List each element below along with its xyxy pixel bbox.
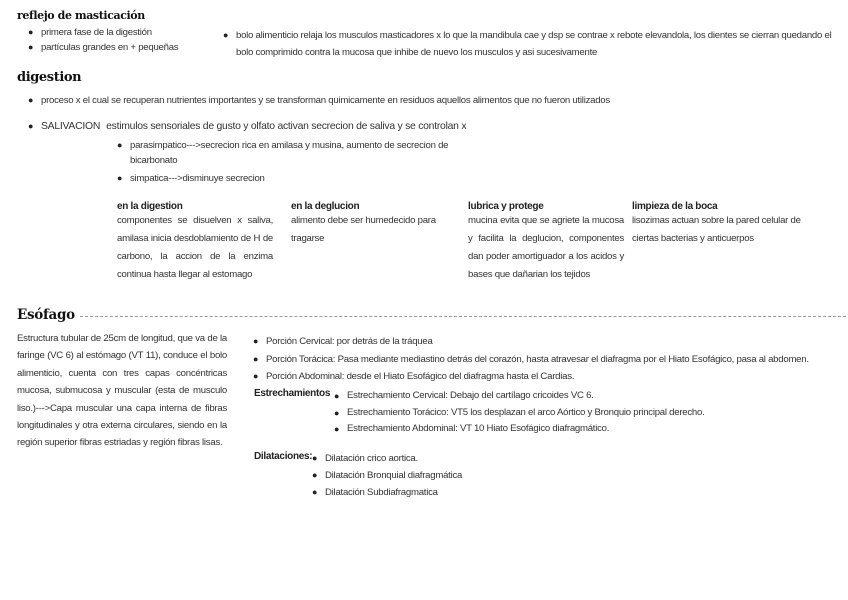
porciones-list [253, 333, 838, 386]
bullet-icon: ● [28, 121, 34, 131]
bullet-icon: ● [253, 371, 259, 381]
salivacion-sub-list [117, 138, 462, 186]
column-limpieza-de-la-boca [632, 201, 824, 248]
bullet-icon: ● [28, 42, 34, 52]
column-text: componentes se disuelven x saliva, amilasa inicia desdoblamiento de H de carbono, la accion de la enzima continua hasta llegar al estomago [117, 215, 273, 280]
list-item: ● Estrechamiento Cervical: Debajo del cartílago cricoides VC 6. [334, 388, 814, 405]
digestion-bullet: ● proceso x el cual se recuperan nutrientes importantes y se transforman quimicamente en residuos aquellos alimentos que no fueron utilizados [28, 95, 610, 106]
bullet-icon: ● [334, 391, 340, 401]
digestion-title: digestion [17, 70, 82, 85]
dilataciones-list [312, 450, 612, 501]
bullet-icon: ● [253, 353, 259, 364]
bullet-icon: ● [334, 424, 340, 434]
list-item: ● Porción Cervical: por detrás de la tráquea [253, 333, 838, 351]
bullet-icon: ● [117, 140, 123, 150]
column-text: mucina evita que se agriete la mucosa y facilita la deglucion, componentes dan poder amortiguador a los acidos y bases que dañarian los tejidos [468, 215, 624, 280]
list-item: ● simpatica--->disminuye secrecion [117, 173, 265, 184]
bullet-icon: ● [334, 407, 340, 418]
list-item: ● Dilatación Subdiafragmatica [312, 484, 612, 501]
salivacion-line [28, 119, 488, 134]
list-item: ● partículas grandes en + pequeñas [28, 42, 179, 53]
bullet-icon: ● [223, 30, 229, 40]
esofago-divider [80, 316, 846, 317]
bullet-icon: ● [28, 95, 34, 105]
list-item: ● Dilatación crico aortica. [312, 450, 612, 467]
column-lubrica-y-protege [468, 201, 624, 284]
list-item: ● Porción Abdominal: desde el Hiato Esofágico del diafragma hasta el Cardias. [253, 368, 838, 386]
esofago-left-text: Estructura tubular de 25cm de longitud, que va de la faringe (VC 6) al estómago (VT 11), conduce el bolo alimenticio, cuenta con tres capas concéntricas mucosa, submucosa y muscular (esta de musculo liso.)--->Capa muscular una capa interna de fibras longitudinales y otra externa circulares, siendo en la región superior fibras estriadas y región fibras lisas. [17, 333, 227, 449]
column-text: lisozimas actuan sobre la pared celular de ciertas bacterias y anticuerpos [632, 215, 801, 244]
column-en-la-digestion [117, 201, 273, 284]
list-item: ● Estrechamiento Abdominal: VT 10 Hiato Esofágico diafragmático. [334, 421, 814, 438]
bullet-icon: ● [312, 487, 318, 497]
column-title: lubrica y protege [468, 201, 544, 212]
list-item: ● Estrechamiento Torácico: VT5 los desplazan el arco Aórtico y Bronquio principal derecho. [334, 405, 814, 422]
bullet-icon: ● [28, 27, 34, 37]
column-title: limpieza de la boca [632, 201, 718, 212]
column-en-la-deglucion [291, 201, 453, 248]
list-item: ● Porción Torácica: Pasa mediante mediastino detrás del corazón, hasta atravesar el diafragma por el Hiato Esofágico, pasa al abdomen. [253, 351, 838, 369]
column-title: en la deglucion [291, 201, 360, 212]
reflejo-bullets [28, 25, 208, 55]
reflejo-title: reflejo de masticación [17, 9, 145, 22]
list-item: ● Dilatación Bronquial diafragmática [312, 467, 612, 484]
salivacion-text: estimulos sensoriales de gusto y olfato activan secrecion de saliva y se controlan x [106, 121, 467, 132]
salivacion-label: SALIVACION [41, 121, 101, 132]
column-title: en la digestion [117, 201, 183, 212]
bullet-icon: ● [312, 453, 318, 463]
esofago-title: Esófago [17, 307, 75, 323]
estrechamientos-label: Estrechamientos [254, 388, 331, 399]
list-item: ● parasimpatico--->secrecion rica en amilasa y musina, aumento de secrecion de bicarbonato [117, 140, 449, 166]
estrechamientos-list [334, 388, 814, 438]
bullet-icon: ● [253, 336, 259, 346]
dilataciones-label: Dilataciones: [254, 451, 313, 462]
bullet-icon: ● [117, 173, 123, 183]
column-text: alimento debe ser humedecido para tragarse [291, 215, 436, 244]
reflejo-right-bullet: ● bolo alimenticio relaja los musculos masticadores x lo que la mandibula cae y dsp se contrae x rebote elevandola, los dientes se cierran quedando el bolo comprimido contra la mucosa que inhibe de nuevo los musculos y asi sucesivamente [223, 27, 835, 61]
bullet-icon: ● [312, 470, 318, 480]
list-item: ● primera fase de la digestión [28, 27, 152, 38]
